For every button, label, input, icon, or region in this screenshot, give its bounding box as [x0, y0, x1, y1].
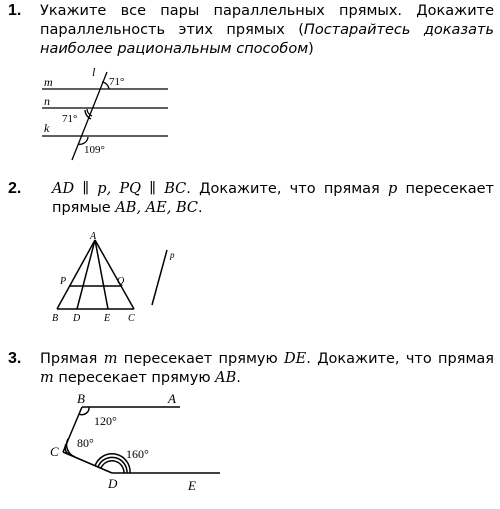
text-a: Прямая: [40, 351, 104, 367]
problem-text-main: Укажите все пары параллельных прямых. Докажите параллельность этих прямых (: [40, 3, 494, 38]
point-a: A: [168, 391, 176, 406]
text-c: . Докажите, что прямая: [306, 351, 494, 367]
point-p: P: [60, 276, 67, 287]
point-c: C: [50, 444, 59, 459]
angle-120: 120°: [94, 414, 117, 428]
label-k: k: [44, 121, 50, 135]
angle-160: 160°: [126, 447, 149, 461]
problem-number: 2.: [8, 180, 22, 197]
angle-109: 109°: [84, 144, 105, 156]
point-e: E: [104, 313, 111, 324]
point-b: B: [52, 313, 59, 324]
point-a: A: [90, 231, 97, 242]
problem-number: 1.: [8, 2, 22, 19]
label-l: l: [92, 65, 96, 79]
angle-71-middle: 71°: [62, 113, 78, 125]
label-n: n: [44, 94, 50, 108]
text-ab: AB: [215, 370, 237, 386]
angle-80: 80°: [77, 436, 94, 450]
point-b: B: [77, 391, 85, 406]
point-q: Q: [117, 276, 125, 287]
problem-text-italic: Постарайтесь доказать наиболее рациональным способом: [40, 22, 495, 57]
statement-text: . Докажите, что прямая: [186, 181, 389, 197]
label-p: p: [170, 250, 175, 260]
statement-end: .: [197, 200, 203, 216]
angle-arc-d: [101, 461, 124, 473]
text-m: m: [103, 351, 118, 367]
problem-number: 3.: [8, 350, 22, 367]
point-d: D: [108, 476, 118, 491]
problem-text-end: ): [308, 41, 314, 57]
angle-71-top: 71°: [109, 76, 125, 88]
text-de: DE: [284, 351, 307, 367]
statement-parallels: AD ∥ p, PQ ∥ BC: [52, 181, 187, 197]
text-b: пересекает прямую: [117, 351, 285, 367]
label-m: m: [44, 75, 53, 89]
text-m2: m: [40, 370, 54, 386]
point-c: C: [128, 313, 135, 324]
statement-p: p: [388, 181, 398, 197]
statement-lines: AB, AE, BC: [115, 200, 198, 216]
text-end: .: [236, 370, 241, 386]
point-d: D: [73, 313, 81, 324]
point-e: E: [188, 478, 196, 493]
text-d: пересекает прямую: [53, 370, 216, 386]
statement-text-2: пересекает прямые: [52, 181, 494, 216]
